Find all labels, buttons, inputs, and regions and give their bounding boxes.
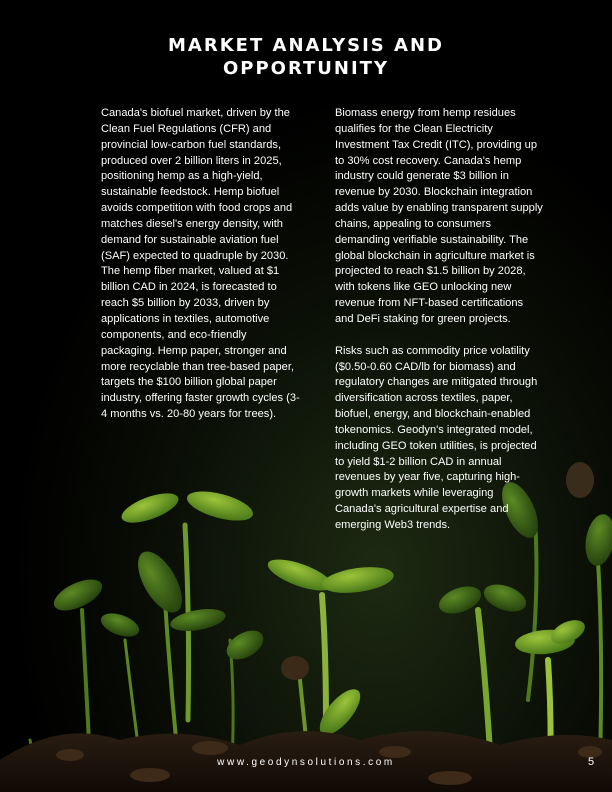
right-text-column xyxy=(335,106,543,534)
right-paragraph-1: Biomass energy from hemp residues qualifies for the Clean Electricity Investment Tax Credit (ITC), providing up to 30% cost recovery. Canada's hemp industry could generate $3 billion in revenue by 2030. Blockchain integration adds value by enabling transparent supply chains, appealing to consumers demanding verifiable sustainability. The global blockchain in agriculture market is projected to reach $1.5 billion by 2028, with tokens like GEO unlocking new revenue from NFT-based certifications and DeFi staking for green projects. xyxy=(335,107,543,325)
page-number: 5 xyxy=(588,756,595,768)
left-paragraph: Canada's biofuel market, driven by the Clean Fuel Regulations (CFR) and provincial low-carbon fuel standards, produced over 2 billion liters in 2025, positioning hemp as a high-yield, sustainable feedstock. Hemp biofuel avoids competition with food crops and matches diesel's energy density, with demand for sustainable aviation fuel (SAF) expected to quadruple by 2030. The hemp fiber market, valued at $1 billion CAD in 2024, is forecasted to reach $5 billion by 2033, driven by applications in textiles, automotive components, and eco-friendly packaging. Hemp paper, stronger and more recyclable than tree-based paper, targets the $100 billion global paper industry, offering faster growth cycles (3-4 months vs. 20-80 years for trees). xyxy=(101,107,300,421)
page-title-line-2: OPPORTUNITY xyxy=(222,58,389,79)
left-text-column xyxy=(101,106,301,423)
page-title xyxy=(0,34,612,80)
footer-website: www.geodynsolutions.com xyxy=(217,757,395,768)
page-title-line-1: MARKET ANALYSIS AND xyxy=(168,35,444,56)
right-paragraph-2: Risks such as commodity price volatility ($0.50-0.60 CAD/lb for biomass) and regulatory changes are mitigated through diversification across textiles, paper, biofuel, energy, and blockchain-enabled tokenomics. Geodyn's integrated model, including GEO token utilities, is projected to yield $1-2 billion CAD in annual revenues by year five, capturing high-growth markets while leveraging Canada's agricultural expertise and emerging Web3 trends. xyxy=(335,344,538,531)
